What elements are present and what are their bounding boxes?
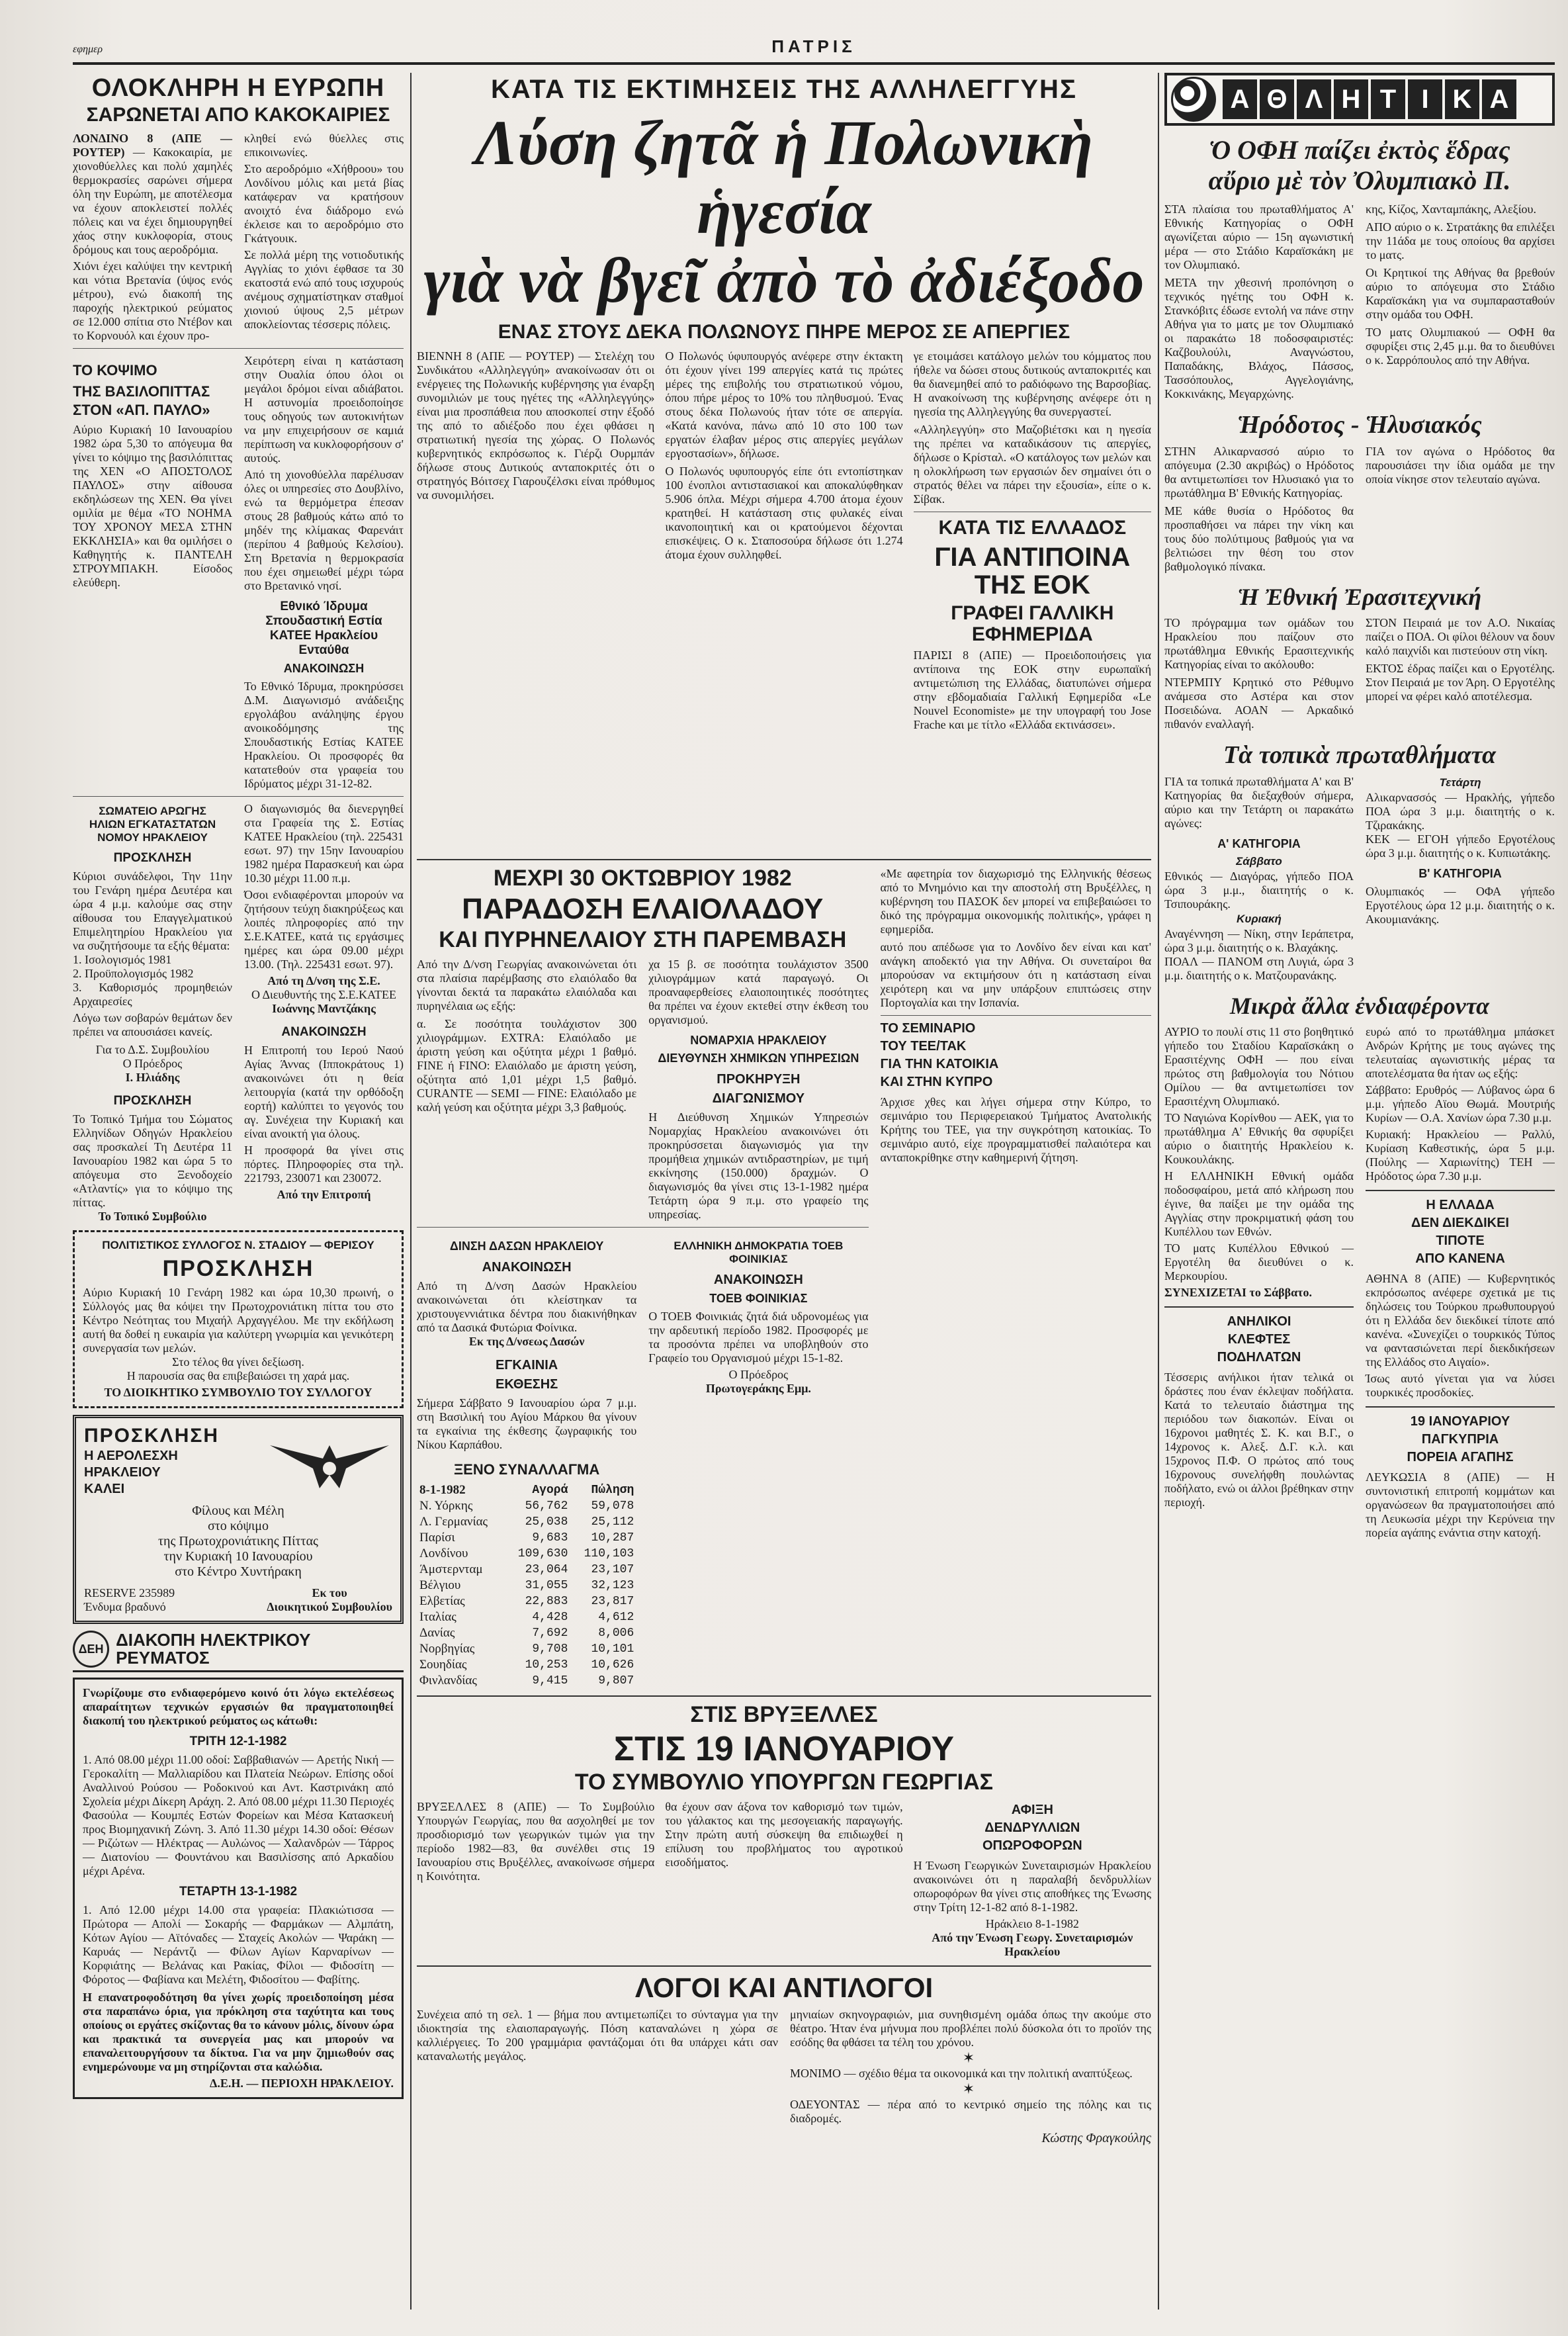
aero-line-3: της Πρωτοχρονιάτικης Πίττας xyxy=(158,1534,318,1549)
lkai-text-a: Συνέχεια από τη σελ. 1 — βήμα που αντιμετωπίζει το σύνταγμα για την ιδιοκτησία της ελαιοπαραγωγής. Πόση καταναλώνει η χώρα σε καλλιέργειες. Το 200 γραμμάρια φαντάζομαι ότι θα υπάρχει κάτι σαν καταναλωτής μεγάλος. xyxy=(417,2008,778,2063)
dendro-text: Η Ένωση Γεωργικών Συνεταιρισμών Ηρακλείου ανακοινώνει ότι η παραλαβή δενδρυλλίων οπωροφόρων θα γίνει στις αποθήκες της Ένωσης στην Τρίτη 12-1-82 από 8-1-1982. xyxy=(913,1859,1151,1914)
lkai-author: Κώστης Φραγκούλης xyxy=(1041,2131,1151,2146)
power-day2-text: 1. Από 12.00 μέχρι 14.00 στα γραφεία: Πλακιώτισσα — Πρώτορα — Απολί — Σοκαρής — Φαρμάκων — Αλμπάτη, Κότων Αγίου — Αϊτόναδες — Σταχείς Ακολών — Ψαράκη — Καρυάς — Νεράντζι — Φίλων Αγίων Καρναρίνων — Κορφιάτης — Βελάνας και Ρακίας, Φίλοι — Φιδοσίτη — Φόροτος — Φαβίανα και Μελέτη, Φιδοσίτου — Φαβίτης. xyxy=(83,1903,394,1987)
local-headline: Τὰ τοπικὰ πρωταθλήματα xyxy=(1223,741,1497,769)
proc-headline: ΠΡΟΚΗΡΥΞΗ xyxy=(717,1072,801,1087)
olive-text-b: α. Σε ποσότητα τουλάχιστον 300 χιλιογράμμων. EXTRA: Ελαιόλαδο με άριστη γεύση και οξύτητα μέχρι 1 βαθμό. FINE ή FINO: Ελαιόλαδο με άριστη γεύση, οξύτητα από 1,01 μέχρι 1,5 βαθμό. CURANTE — SEMI — FINE: Ελαιόλαδο με καλή γεύση και οξύτητα μέχρι 3,3 βαθμούς. xyxy=(417,1017,637,1114)
lower-center xyxy=(417,867,1151,1689)
fx-sell: 10,287 xyxy=(591,1531,634,1545)
fx-buy: 9,415 xyxy=(532,1674,568,1688)
power-day1: ΤΡΙΤΗ 12-1-1982 xyxy=(189,1734,287,1749)
ofi-text-a: ΣΤΑ πλαίσια του πρωταθλήματος Α' Εθνικής Κατηγορίας ο ΟΦΗ αγωνίζεται αύριο — 15η αγωνιστική μέρα — στο Στάδιο Καραϊσκάκη με τον Ολυμπιακό. xyxy=(1164,202,1354,271)
foinika-sign2: Πρωτογεράκης Εμμ. xyxy=(705,1382,811,1396)
claim-line-2: ΔΕΝ ΔΙΕΚΔΙΚΕΙ xyxy=(1411,1216,1509,1230)
sports-banner-letter: Η xyxy=(1334,79,1368,119)
aero-org2: ΗΡΑΚΛΕΙΟΥ xyxy=(84,1465,161,1480)
claim-line-1: Η ΕΛΛΑΔΑ xyxy=(1426,1198,1495,1212)
misc-right-3: Κυριακή: Ηρακλείου — Ραλλύ, Κυρίαση Καθεστικής, ώρα 5 μ.μ. (Πούλης — Χαριωνίτης) ΤΕΗ — Ηρόδοτος ώρα 7.30 μ.μ. xyxy=(1366,1128,1555,1183)
ofi-text-d: ΑΠΟ αύριο ο κ. Στρατάκης θα επιλέξει την 11άδα με τους οποίους θα αρχίσει το ματς. xyxy=(1366,220,1555,261)
dei-logo-icon: ΔΕΗ xyxy=(73,1631,109,1668)
olive-headline-1: ΜΕΧΡΙ 30 ΟΚΤΩΒΡΙΟΥ 1982 xyxy=(493,865,792,891)
union-invite: ΠΡΟΣΚΛΗΣΗ xyxy=(113,851,192,866)
poland-text-a: ΒΙΕΝΝΗ 8 (ΑΠΕ — ΡΟΥΤΕΡ) — Στελέχη του Συνδικάτου «Αλληλεγγύη» ανακοίνωσαν ότι οι ενέργειες της Πολωνικής κυβέρνησης για έναρξη συνομιλιών με τους ηγέτες της «Αλληλεγγύης» είναι μια προσπάθεια που αποσκοπεί στην έξοδό της από το αδιέξοδο που έχει φθάσει η στρατιωτική ηγεσία της χώρας. Ο Πολωνός κυβερνητικός εκπρόσωπος κ. Γιέρζι Ουρμπάν δήλωσε στους Δυτικούς ανταποκριτές ότι ο στρατηγός Βόιτσεχ Γιαρουζέλσκι είναι πρόθυμος να συνομιλήσει. xyxy=(417,349,655,502)
olive-headline-3: ΚΑΙ ΠΥΡΗΝΕΛΑΙΟΥ ΣΤΗ ΠΑΡΕΜΒΑΣΗ xyxy=(439,927,847,953)
fx-currency: Νορβηγίας xyxy=(419,1642,475,1656)
fx-buy: 25,038 xyxy=(525,1515,568,1529)
herodotos-headline: Ἡρόδοτος - Ἡλυσιακός xyxy=(1237,411,1482,439)
fx-buy: 9,683 xyxy=(532,1531,568,1545)
power-sign: Δ.Ε.Η. — ΠΕΡΙΟΧΗ ΗΡΑΚΛΕΙΟΥ. xyxy=(210,2077,394,2090)
lkai-article xyxy=(417,2008,1151,2146)
local-left-1: Εθνικός — Διαγόρας, γήπεδο ΠΟΑ ώρα 3 μ.μ., διαιτητής ο κ. Τσιπουράκης. xyxy=(1164,870,1354,911)
local-right-3: Ολυμπιακός — ΟΦΑ γήπεδο Εργοτέλους ώρα 12 μ.μ. διαιτητής ο κ. Ακουμιανάκης. xyxy=(1366,885,1555,926)
kofimo-headline: ΤΟ ΚΟΨΙΜΟ xyxy=(73,362,157,379)
local-article xyxy=(1164,775,1555,983)
union-sign3: Ι. Ηλιάδης xyxy=(125,1071,180,1085)
announce-text2: Η προσφορά θα γίνει στις πόρτες. Πληροφορίες στα τηλ. 221793, 230071 και 230072. xyxy=(244,1144,404,1185)
olive-sign2: ΔΙΕΥΘΥΝΣΗ ΧΗΜΙΚΩΝ ΥΠΗΡΕΣΙΩΝ xyxy=(658,1052,859,1065)
fx-row xyxy=(417,1673,636,1689)
fx-currency: Ν. Υόρκης xyxy=(419,1499,473,1513)
misc-item-3: Η ΕΛΛΗΝΙΚΗ Εθνική ομάδα ποδοσφαίρου, μετά από κλήρωση που έγινε, θα παίξει με την ομάδα της Αγγλίας στην προκριματική φάση του Κυπέλλου των Εθνών. xyxy=(1164,1169,1354,1238)
misc-item-5: ΣΥΝΕΧΙΖΕΤΑΙ το Σάββατο. xyxy=(1164,1286,1312,1299)
fx-sell: 23,107 xyxy=(591,1563,634,1577)
greece-kicker: ΚΑΤΑ ΤΙΣ ΕΛΛΑΔΟΣ xyxy=(938,516,1127,539)
anilikoi-line-3: ΠΟΔΗΛΑΤΩΝ xyxy=(1217,1350,1301,1365)
union-text2: Λόγω των σοβαρών θεμάτων δεν πρέπει να απουσιάσει κανείς. xyxy=(73,1011,232,1039)
gov-text-a: ΒΡΥΞΕΛΛΕΣ 8 (ΑΠΕ) — Το Συμβούλιο Υπουργών Γεωργίας, που θα ασχοληθεί με τον προσδιορισμό των γεωργικών τιμών για την περίοδο 1982—83, θα συνέλθει στις 19 Ιανουαρίου στις Βρυξέλλες, ανακοίνωσε σήμερα η Κοινότητα. xyxy=(417,1800,655,1883)
aero-sign2: Διοικητικού Συμβουλίου xyxy=(267,1600,392,1614)
europe-headline: ΟΛΟΚΛΗΡΗ Η ΕΥΡΩΠΗ xyxy=(91,74,385,102)
aero-sign1: Εκ του xyxy=(312,1586,347,1600)
cyprus-line-1: 19 ΙΑΝΟΥΑΡΙΟΥ xyxy=(1410,1414,1510,1429)
aero-line-1: Φίλους και Μέλη xyxy=(192,1504,284,1519)
fx-currency: Ελβετίας xyxy=(419,1594,465,1609)
dendro-sign2: Από την Ένωση Γεωργ. Συνεταιρισμών Ηρακλείου xyxy=(932,1931,1133,1959)
fx-row xyxy=(417,1578,636,1594)
fx-date: 8-1-1982 xyxy=(419,1483,466,1498)
claim-text: ΑΘΗΝΑ 8 (ΑΠΕ) — Κυβερνητικός εκπρόσωπος ανέφερε σχετικά με τις δηλώσεις του Τούρκου πρωθυπουργού ότι η Ελλάδα δεν διεκδικεί τίποτε από κανένα. «Συνεχίζει ο τουρκικός Τύπος να φαντασιώνεται περί διεκδικήσεων της Ελλάδος στο Αιγαίο». xyxy=(1366,1272,1555,1369)
fx-row xyxy=(417,1530,636,1546)
sports-banner xyxy=(1164,73,1555,126)
sports-banner-letter: Κ xyxy=(1445,79,1479,119)
power-outro: Η επανατροφοδότηση θα γίνει χωρίς προειδοποίηση μέσα στα παραπάνω όρια, για πρόκληση στα ταχύτητα και τους οποίους οι εργάτες σκίζοντας θα το κάνουν μόλις, δίνουν ώρα και πρακτικά τα συνεργεία μας και μπορούν να επαναλειτουργήσουν τα δίκτυα. Για να μην ζημιωθούν σας ενημερώνουμε να μη στηρίζονται στα καλώδια. xyxy=(83,1991,394,2074)
foundation-sign1: Από τη Δ/νση της Σ.Ε. xyxy=(267,974,380,988)
lkai-separator2-icon: ✶ xyxy=(962,2081,979,2098)
poland-article xyxy=(417,349,1151,852)
erasi-text-b: ΝΤΕΡΜΠΥ Κρητικό στο Ρέθυμνο ανάμεσα στο Αστέρα και στον Ποσειδώνα. ΑΟΑΝ — Αρκαδικό πιθανόν εναλλαγή. xyxy=(1164,676,1354,731)
local-cat-a: Α' ΚΑΤΗΓΟΡΙΑ xyxy=(1217,837,1301,850)
masthead-col-tag: εφημερ xyxy=(73,44,103,55)
fx-row xyxy=(417,1657,636,1673)
foundation-sub: ΑΝΑΚΟΙΝΩΣΗ xyxy=(283,662,365,676)
olive-text-d: Η Διεύθυνση Χημικών Υπηρεσιών Νομαρχίας Ηρακλείου ανακοινώνει ότι προκηρύσσεται διαγωνισμός για την προμήθεια χημικών αντιδραστηρίων, με τιμή εκκίνησης (150.000) δραχμών. Ο διαγωνισμός θα γίνει στις 13-1-1982 ημέρα Τετάρτη ώρα 9 π.μ. στο γραφείο της υπηρεσίας. xyxy=(648,1110,869,1222)
fx-sell: 4,612 xyxy=(598,1611,634,1625)
lkai-separator-icon: ✶ xyxy=(962,2049,979,2067)
foinika-sign1: Ο Πρόεδρος xyxy=(728,1368,789,1382)
folk-title: ΠΡΟΣΚΛΗΣΗ xyxy=(162,1256,314,1282)
ofi-headline-1: Ὁ ΟΦΗ παίζει ἐκτὸς ἕδρας xyxy=(1209,135,1510,165)
europe-subheadline: ΣΑΡΩΝΕΤΑΙ ΑΠΟ ΚΑΚΟΚΑΙΡΙΕΣ xyxy=(86,103,390,126)
erasi-headline: Ἡ Ἐθνική Ἐρασιτεχνική xyxy=(1237,584,1482,610)
kofimo-and-weather xyxy=(73,354,404,791)
seminar-line-2: ΤΟΥ ΤΕΕ/ΤΑΚ xyxy=(880,1038,967,1054)
fx-buy: 4,428 xyxy=(532,1611,568,1625)
folk-text3: Η παρουσία σας θα επιβεβαιώσει τη χαρά μας. xyxy=(126,1369,350,1383)
foinika-headline2: ΤΟΕΒ ΦΟΙΝΙΚΙΑΣ xyxy=(709,1292,808,1306)
fx-row xyxy=(417,1609,636,1625)
union-text: Κύριοι συνάδελφοι, Την 11ην του Γενάρη ημέρα Δευτέρα και ώρα 4 μ.μ. καλούμε σας στην αίθουσα του Επαγγελματικού Επιμελητηρίου Ηρακλείου για να συζητήσουμε τα εξής θέματα: xyxy=(73,870,232,953)
expo-head2: ΕΚΘΕΣΗΣ xyxy=(496,1377,558,1392)
fx-currency: Παρίσι xyxy=(419,1531,455,1545)
fx-row xyxy=(417,1625,636,1641)
olive-text-a: Από την Δ/νση Γεωργίας ανακοινώνεται ότι στα πλαίσια παρέμβασης στο ελαιόλαδο θα γίνονται δεκτά τα παρακάτω ελαιόλαδα και πυρηνέλαια ως εξής: xyxy=(417,958,637,1013)
olive-text-c: χα 15 β. σε ποσότητα τουλάχιστον 3500 χιλιογράμμων κατά παραγωγό. Οι προαναφερθείσες ελαιοποιητικές ποσότητες θα πρέπει να έχουν εκτεθεί στην έκθεση του οργανισμού. xyxy=(648,958,869,1027)
poland-text-c: Ο Πολωνός υφυπουργός είπε ότι εντοπίστηκαν 100 ένοπλοι αντιστασιακοί και αποκαλύφθηκαν 5.906 όπλα. Μέχρι σήμερα 4.700 άτομα έχουν κρατηθεί. Η κατάσταση στις φυλακές είναι ικανοποιητική και οι κρατούμενοι δέχονται επισκέψεις. Ο κ. Σταποσούρα δήλωσε ότι 1.274 άτομα έχουν συλληφθεί. xyxy=(665,464,903,561)
fx-row xyxy=(417,1498,636,1514)
anilikoi-line-1: ΑΝΗΛΙΚΟΙ xyxy=(1227,1314,1291,1329)
seminar-line-3: ΓΙΑ ΤΗΝ ΚΑΤΟΙΚΙΑ xyxy=(880,1056,999,1071)
power-day1-text: 1. Από 08.00 μέχρι 11.00 οδοί: Σαββαθιανών — Αρετής Νική — Γεροκαλίτη — Μαλλιαρίδου και Πλατεία Νεώρων. Επίσης οδοί Αναλλινού Ρούσου — Ροδοκινού και Αντ. Καστρινάκη από Σχολεία μέχρι Δίκερη Αράχη. 2. Από 08.00 μέχρι 11.30 Περιοχές Φασούλα — Κουμπές Εστών Φορείων και Μέσα Κατασκευή προς Βιομηχανική Ζώνη. 3. Από 11.30 μέχρι 14.30 οδοί: Θέσων — Ριζώτων — Ηλέκτρας — Αυλώνος — Χαλανδρών — Τάρρος — Διατονίου — Φουντάνου και Βασιλίσσης από Αρκαδίου μέχρι Αρένα. xyxy=(83,1753,394,1878)
expo-text: Σήμερα Σάββατο 9 Ιανουαρίου ώρα 7 μ.μ. στη Βασιλική του Αγίου Μάρκου θα γίνουν τα εγκαίνια της έκθεσης ζωγραφικής του Νίκου Καρπάθου. xyxy=(417,1396,637,1452)
europe-text-f: Χειρότερη είναι η κατάσταση στην Ουαλία όπου όλοι οι μεγάλοι δρόμοι είναι αδιάβατοι. Η αστυνομία προειδοποίησε τους οδηγούς των αυτοκινήτων να μην επιχειρήσουν σε καμιά περίπτωση να κυκλοφορήσουν σ' αυτούς. xyxy=(244,354,404,465)
union-item-2: 2. Προϋπολογισμός 1982 xyxy=(73,967,194,981)
column-right xyxy=(1164,73,1555,2310)
lkai-headline: ΛΟΓΟΙ ΚΑΙ ΑΝΤΙΛΟΓΟΙ xyxy=(634,1972,934,2004)
cyprus-line-2: ΠΑΓΚΥΠΡΙΑ xyxy=(1421,1432,1499,1447)
misc-headline: Μικρὰ ἄλλα ἐνδιαφέροντα xyxy=(1229,993,1490,1019)
erasi-text-c: ΣΤΟΝ Πειραιά με τον Α.Ο. Νικαίας παίζει ο ΠΟΑ. Οι φίλοι θέλουν να δουν καλό παιχνίδι και πιστεύουν στη νίκη. xyxy=(1366,616,1555,657)
fx-row xyxy=(417,1562,636,1578)
sports-banner-letters xyxy=(1223,79,1516,119)
folk-text2: Στο τέλος θα γίνει δεξίωση. xyxy=(172,1355,304,1369)
power-intro: Γνωρίζουμε στο ενδιαφερόμενο κοινό ότι λόγω εκτελέσεως απαραίτητων τεχνικών εργασιών θα πραγματοποιηθεί διακοπή του ηλεκτρικού ρεύματος ως κάτωθι: xyxy=(83,1686,394,1728)
fx-col-sell: Πώληση xyxy=(591,1484,634,1498)
greece-headline-2: ΓΡΑΦΕΙ ΓΑΛΛΙΚΗ ΕΦΗΜΕΡΙΔΑ xyxy=(951,602,1114,645)
herodotos-article xyxy=(1164,445,1555,574)
seminar-line-1: ΤΟ ΣΕΜΙΝΑΡΙΟ xyxy=(880,1020,976,1036)
lkai-odeu: ΟΔΕΥΟΝΤΑΣ — πέρα από το κεντρικό σημείο της πόλης και τις διαδρομές. xyxy=(790,2098,1151,2126)
ofi-text-c: κης, Κίζος, Χανταμπάκης, Αλεξίου. xyxy=(1366,202,1536,216)
foundation-sign3: Ιωάννης Μαντζάκης xyxy=(272,1002,376,1016)
fx-sell: 23,817 xyxy=(591,1595,634,1609)
erasi-text-a: ΤΟ πρόγραμμα των ομάδων του Ηρακλείου που παίζουν στο πρωτάθλημα Εθνικής Ερασιτεχνικής Κατηγορίας είναι το ακόλουθο: xyxy=(1164,616,1354,671)
greece-headline-1: ΓΙΑ ΑΝΤΙΠΟΙΝΑ ΤΗΣ ΕΟΚ xyxy=(934,543,1131,600)
poland-text-b: Ο Πολωνός ύφυπουργός ανέφερε στην έκτακτη ότι έχουν γίνει 199 απεργίες κατά τις πρώτες μέρες της επιβολής του στρατιωτικού νόμου, όπου πήρε μέρος το 10% του πληθυσμού. Ένας στους δέκα Πολωνούς ήταν τότε σε απεργία. «Κατά κανόνα, πάνω από 10 στο 100 των εργατών έλαβαν μέρος στις απεργίες μεγάλων εργοστασίων», δήλωσε. xyxy=(665,349,903,460)
foundation-text2: Ο διαγωνισμός θα διενεργηθεί στα Γραφεία της Σ. Εστίας ΚΑΤΕΕ Ηρακλείου (τηλ. 225431 εσωτ. 97) την 15ην Ιανουαρίου 1982 ημέρα Παρασκευή και ώρα 10.30 μέχρι 11.00 π.μ. xyxy=(244,802,404,885)
announce-text: Η Επιτροπή του Ιερού Ναού Αγίας Άννας (Ιπποκράτους 1) ανακοινώνει ότι η θεία λειτουργία (κατά την ορθόδοξη εορτή) καλύπτει το γεγονός του αγ. Συνέχεια την Κυριακή και είναι ανοικτή για όλους. xyxy=(244,1044,404,1141)
aero-org3: ΚΑΛΕΙ xyxy=(84,1482,125,1497)
expo-head1: ΕΓΚΑΙΝΙΑ xyxy=(496,1358,558,1373)
olive-headline-2: ΠΑΡΑΔΟΣΗ ΕΛΑΙΟΛΑΔΟΥ xyxy=(462,893,824,926)
local-right-2: ΚΕΚ — ΕΓΟΗ γήπεδο Εργοτέλους ώρα 3 μ.μ. διαιτητής ο κ. Κυπιωτάκης. xyxy=(1366,832,1555,860)
gov-headline-1: ΣΤΙΣ 19 ΙΑΝΟΥΑΡΙΟΥ xyxy=(613,1729,955,1768)
ofi-text-f: ΤΟ ματς Ολυμπιακού — ΟΦΗ θα σφυρίξει στις 2,45 μ.μ. θα το διευθύνει ο κ. Σαρρόπουλος από την Αθήνα. xyxy=(1366,326,1555,367)
poland-kicker: ΚΑΤΑ ΤΙΣ ΕΚΤΙΜΗΣΕΙΣ ΤΗΣ ΑΛΛΗΛΕΓΓΥΗΣ xyxy=(491,75,1077,104)
fx-sell: 25,112 xyxy=(591,1515,634,1529)
misc-article xyxy=(1164,1025,1555,1540)
foundation-headline: Εθνικό Ίδρυμα Σπουδαστική Εστία ΚΑΤΕΕ Ηρακλείου Ενταύθα xyxy=(265,600,382,658)
aero-line-4: την Κυριακή 10 Ιανουαρίου xyxy=(163,1549,313,1564)
ofi-article xyxy=(1164,202,1555,401)
kofimo-sub2: ΣΤΟΝ «ΑΠ. ΠΑΥΛΟ» xyxy=(73,402,210,419)
gov-article xyxy=(417,1800,1151,1959)
fx-title: ΞΕΝΟ ΣΥΝΑΛΛΑΓΜΑ xyxy=(453,1461,600,1478)
poland-headline-1: Λύση ζητᾶ ἡ Πολωνικὴ ἡγεσία xyxy=(474,107,1094,247)
europe-text-b: Χιόνι έχει καλύψει την κεντρική και νότια Βρετανία (ύψος ενός μέτρου), ενώ διακοπή της παροχής ηλεκτρικού ρεύματος σε 12.000 σπίτια στο Ντέβον και το Κορνουόλ και έχουν προ- xyxy=(73,259,232,343)
sports-banner-letter: Λ xyxy=(1297,79,1331,119)
masthead-name: ΠΑΤΡΙΣ xyxy=(771,36,856,56)
europe-text-d: Στο αεροδρόμιο «Χήθροου» του Λονδίνου μόλις και μετά βίας κατάφεραν να κρατήσουν ανοιχτό ένα διάδρομο ενώ έκλεισε και το αεροδρόμιο στο Γκάτγουικ. xyxy=(244,162,404,246)
dendro-line-1: ΑΦΙΞΗ xyxy=(1011,1803,1053,1818)
erasi-text-d: ΕΚΤΟΣ έδρας παίζει και ο Εργοτέλης. Στον Πειραιά με τον Άρη. Ο Εργοτέλης μπορεί να φέρει καλό αποτέλεσμα. xyxy=(1366,662,1555,703)
olive-sign1: ΝΟΜΑΡΧΙΑ ΗΡΑΚΛΕΙΟΥ xyxy=(690,1034,827,1048)
aeroclub-ad xyxy=(73,1415,404,1624)
football-icon xyxy=(1171,77,1216,122)
local-left-3: ΠΟΑΛ — ΠΑΝΟΜ στη Λυγιά, ώρα 3 μ.μ. διαιτητής ο κ. Ματζουρανάκης. xyxy=(1164,955,1354,982)
europe-text-g: Από τη χιονοθύελλα παρέλυσαν όλες οι υπηρεσίες στο Δουβλίνο, ενώ τα θερμόμετρα έπεσαν στους 28 βαθμούς κάτω από το μηδέν της κλίμακας Φαρενάιτ (περίπου 4 βαθμούς Κελσίου). Στη Βρετανία η θερμοκρασία που έχει σημειωθεί μέχρι τώρα στο Βρετανικό νησί. xyxy=(244,468,404,593)
local-day-sun: Κυριακή xyxy=(1237,913,1282,925)
her-text-b: ΜΕ κάθε θυσία ο Ηρόδοτος θα προσπαθήσει να πάρει την νίκη και τους δύο πολύτιμους βαθμούς για να βελτιώσει την θέση του στον βαθμολογικό πίνακα. xyxy=(1164,504,1354,573)
fx-sell: 10,101 xyxy=(591,1642,634,1656)
seminar-text: Άρχισε χθες και λήγει σήμερα στην Κύπρο, το σεμινάριο του Περιφερειακού Τμήματος Ανατολικής Κρήτης του ΤΕΕ, για την συγκρότηση κατοικίας. Το σεμινάριο αυτό, είχε προγραμματισθεί παλαιότερα και ανταποκρίθηκε στην καθημερινή ζήτηση. xyxy=(880,1095,1151,1164)
fx-row xyxy=(417,1546,636,1562)
lkai-text-b: μηνιαίων σκηνογραφιών, μια συνηθισμένη ομάδα όπως την ακούμε στο θέατρο. Ήταν ένα μήνυμα που προβλέπει πολύ δύσκολα ότι το προϊόν της εσόδης θα φθάσει τα τέλη του χρόνου. xyxy=(790,2008,1151,2049)
fx-row xyxy=(417,1514,636,1530)
fx-currency: Λ. Γερμανίας xyxy=(419,1515,488,1529)
fx-currency: Σουηδίας xyxy=(419,1658,467,1672)
column-left xyxy=(73,73,404,2310)
fx-col-buy: Αγορά xyxy=(532,1484,568,1498)
fx-buy: 10,253 xyxy=(525,1658,568,1672)
poland-text-e: «Αλληλεγγύη» στο Μαζοβιέτσκι και η ηγεσία της πρέπει να καταδικάσουν τις απεργίες, δήλωσε ο Κρίσταλ. «Ο κατάλογος των μελών και η ολοκλήρωση των εργασιών δεν σημαίνει ότι ο στρατός θέλει να πάρει την εξουσία», είπε ο κ. Σίβακ. xyxy=(913,422,1151,506)
cyprus-line-3: ΠΟΡΕΙΑ ΑΓΑΠΗΣ xyxy=(1407,1450,1514,1464)
fx-currency: Φινλανδίας xyxy=(419,1674,477,1688)
fx-currency: Δανίας xyxy=(419,1626,455,1640)
ofi-text-e: Οι Κρητικοί της Αθήνας θα βρεθούν αύριο το απόγευμα στο Στάδιο Καραϊσκάκη για να συμπαρασταθούν στην ομάδα του ΟΦΗ. xyxy=(1366,266,1555,321)
foinika-org: ΕΛΛΗΝΙΚΗ ΔΗΜΟΚΡΑΤΙΑ ΤΟΕΒ ΦΟΙΝΙΚΙΑΣ xyxy=(674,1239,844,1266)
poland-subhead: ΕΝΑΣ ΣΤΟΥΣ ΔΕΚΑ ΠΟΛΩΝΟΥΣ ΠΗΡΕ ΜΕΡΟΣ ΣΕ ΑΠΕΡΓΙΕΣ xyxy=(498,321,1070,343)
fx-sell: 10,626 xyxy=(591,1658,634,1672)
tennis-text: Το Τοπικό Τμήμα του Σώματος Ελληνίδων Οδηγών Ηρακλείου σας προσκαλεί Τη Δευτέρα 11 Ιανουαρίου 1982 και ώρα 5 το απόγευμα στο Ξενοδοχείο «Ατλαντίς» για το κόψιμο της πίττας. xyxy=(73,1112,232,1210)
folk-society-ad xyxy=(73,1230,404,1408)
claim-line-4: ΑΠΟ ΚΑΝΕΝΑ xyxy=(1415,1251,1505,1266)
folk-sign: ΤΟ ΔΙΟΙΚΗΤΙΚΟ ΣΥΜΒΟΥΛΙΟ ΤΟΥ ΣΥΛΛΟΓΟΥ xyxy=(104,1386,372,1400)
sports-banner-letter: Ι xyxy=(1408,79,1442,119)
gov-text-b: θα έχουν σαν άξονα τον καθορισμό των τιμών, του γάλακτος και της μεσογειακής παραγωγής. Στην πρώτη αυτή σύσκεψη θα επιδιωχθεί η επίλυση του προβλήματος του αγροτικού εισοδήματος. xyxy=(665,1800,903,1869)
foundation-sign2: Ο Διευθυντής της Σ.Ε.ΚΑΤΕΕ xyxy=(251,988,397,1002)
sports-banner-letter: Α xyxy=(1482,79,1516,119)
greece-text-a: ΠΑΡΙΣΙ 8 (ΑΠΕ) — Προειδοποιήσεις για αντίποινα της ΕΟΚ στην ευρωπαϊκή αντιμετώπιση της Ελλάδας, διατυπώνει σήμερα στην εβδομαδιαία Γαλλική Εφημερίδα «Le Nouvel Economiste» με την υπογραφή του Jose Frache και με τίτλο «Ελλάδα εκτινάσσει». xyxy=(913,649,1151,731)
pref-sign: Εκ της Δ/νσεως Δασών xyxy=(468,1335,585,1349)
sports-banner-letter: Θ xyxy=(1260,79,1294,119)
union-head1: ΣΩΜΑΤΕΙΟ ΑΡΩΓΗΣ xyxy=(99,805,206,818)
anilikoi-text: Τέσσερις ανήλικοι ήταν τελικά οι δράστες που έναν έκλεψαν ποδήλατα. Κατά το τελευταίο διάστημα της περιόδου των διακοπών. Είναι οι 16χρονοι μαθητές Σ. Κ. και Β.Γ., ο 14χρονος κ. Αλεξ. Δ.Γ. κ.λ. και 15χρονος Π.Φ. Ο πρώτος από τους 16χρονους συνελήφθη πουλώντας ποδήλατο, ενώ οι άλλοι βρέθηκαν στην περιοχή. xyxy=(1164,1370,1354,1509)
tennis-headline: ΠΡΟΣΚΛΗΣΗ xyxy=(113,1094,192,1108)
misc-item-1: ΑΥΡΙΟ το πουλί στις 11 στο βοηθητικό γήπεδο του Σταδίου Καραϊσκάκη ο Ερασιτέχνης ΟΦΗ — που είναι πρώτος στη βαθμολογία του Νότιου Ομίλου — θα αντιμετωπίσει τον Ερασιτέχνη Ολυμπιακό. xyxy=(1164,1025,1354,1108)
power-headline: ΔΙΑΚΟΠΗ ΗΛΕΚΤΡΙΚΟΥ ΡΕΥΜΑΤΟΣ xyxy=(116,1630,311,1668)
union-head2: ΗΛΙΩΝ ΕΓΚΑΤΑΣΤΑΤΩΝ xyxy=(89,818,216,831)
fx-row xyxy=(417,1641,636,1657)
union-sign2: Ο Πρόεδρος xyxy=(122,1057,183,1071)
fx-buy: 7,692 xyxy=(532,1627,568,1640)
dendro-line-3: ΟΠΩΡΟΦΟΡΩΝ xyxy=(982,1838,1082,1854)
greece-text-b: «Με αφετηρία τον διαχωρισμό της Ελληνικής θέσεως από το Μνημόνιο και την αποστολή στη Βρυξέλλες, η κυβέρνηση του ΠΑΣΟΚ δεν μπορεί να επιβεβαιώσει το δικό της πρόγραμμα οικονομικής πολιτικής», γράφει η εφημερίδα. xyxy=(880,866,1151,936)
fx-buy: 23,064 xyxy=(525,1563,568,1577)
anilikoi-line-2: ΚΛΕΦΤΕΣ xyxy=(1227,1332,1291,1347)
folk-org: ΠΟΛΙΤΙΣΤΙΚΟΣ ΣΥΛΛΟΓΟΣ Ν. ΣΤΑΔΙΟΥ — ΦΕΡΙΣΟΥ xyxy=(102,1239,374,1252)
fx-buy: 31,055 xyxy=(525,1579,568,1593)
fx-sell: 110,103 xyxy=(584,1547,634,1561)
pref-text: Από τη Δ/νση Δασών Ηρακλείου ανακοινώνεται ότι κλείστηκαν τα χριστουγεννιάτικα δέντρα που διακινήθηκαν από τα Δασικά Φυτώρια Φοίνικα. xyxy=(417,1279,637,1335)
kofimo-sub1: ΤΗΣ ΒΑΣΙΛΟΠΙΤΤΑΣ xyxy=(73,383,210,400)
masthead xyxy=(73,32,1555,65)
poland-headline-2: γιὰ νὰ βγεῖ ἀπὸ τὸ ἀδιέξοδο xyxy=(423,245,1145,316)
cyprus-text: ΛΕΥΚΩΣΙΑ 8 (ΑΠΕ) — Η συντονιστική επιτροπή κομμάτων και οργανώσεων θα πραγματοποιήσει από τη Λευκωσία μέχρι την Κερύνεια την πορεία αγάπης ενάντια στην κατοχή. xyxy=(1366,1470,1555,1539)
sports-banner-letter: Τ xyxy=(1371,79,1405,119)
union-sign1: Για το Δ.Σ. Συμβουλίου xyxy=(95,1043,210,1057)
sports-banner-letter: Α xyxy=(1223,79,1257,119)
gov-headline-2: ΤΟ ΣΥΜΒΟΥΛΙΟ ΥΠΟΥΡΓΩΝ ΓΕΩΡΓΙΑΣ xyxy=(574,1770,994,1795)
tennis-sign: Το Τοπικό Συμβούλιο xyxy=(98,1210,207,1224)
fx-sell: 8,006 xyxy=(598,1627,634,1640)
misc-item-4: ΤΟ ματς Κυπέλλου Εθνικού — Εργοτέλη θα διευθύνει ο κ. Μερκουρίου. xyxy=(1164,1241,1354,1282)
foundation-text: Το Εθνικό Ίδρυμα, προκηρύσσει Δ.Μ. Διαγωνισμό ανάδειξης εργολάβου ανάληψης έργου ανοικοδόμησης της Σπουδαστικής Εστίας ΚΑΤΕΕ Ηρακλείου. Οι προσφορές θα κατατεθούν στα γραφεία του Ιδρύματος μέχρι 31-12-82. xyxy=(244,680,404,791)
union-item-1: 1. Ισολογισμός 1981 xyxy=(73,953,172,967)
europe-text-a: — Κακοκαιρία, με χιονοθύελλες και πολύ χαμηλές θερμοκρασίες σαρώνει σήμερα όλη την Ευρώπη, με αποτέλεσμα να έχουν αποκλειστεί πολλές πόλεις και να έχει δημιουργηθεί χάος στην κυκλοφορία, στους δρόμους και τους αεροδρόμια. xyxy=(73,146,232,257)
column-center xyxy=(417,73,1151,2310)
union-item-3: 3. Καθορισμός προμηθειών Αρχαιρεσίες xyxy=(73,981,232,1009)
union-and-foundation xyxy=(73,802,404,1224)
local-left-2: Αναγέννηση — Νίκη, στην Ιεράπετρα, ώρα 3 μ.μ. διαιτητής ο κ. Βλαχάκης. xyxy=(1164,927,1354,954)
greece-text-c: αυτό που απέδωσε για το Λονδίνο δεν είναι και κατ' ανάγκη αποδεκτό για την Αθήνα. Οι συνεταίροι θα μπορούσαν να εκτιμήσουν ότι η κατάσταση είναι χειρότερη και να μην υπάρξουν επιπτώσεις στην Πορτογαλία και την Ισπανία. xyxy=(880,940,1151,1009)
her-text-a: ΣΤΗΝ Αλικαρνασσό αύριο το απόγευμα (2.30 ακριβώς) ο Ηρόδοτος θα αντιμετωπίσει τον Ηλυσιακό για το πρωτάθλημα Β' Εθνικής Κατηγορίας. xyxy=(1164,445,1354,500)
aero-line-2: στο κόψιμο xyxy=(207,1519,269,1534)
local-right-1: Αλικαρνασσός — Ηρακλής, γήπεδο ΠΟΑ ώρα 3 μ.μ. διαιτητής ο κ. Τζιρακάκης. xyxy=(1366,791,1555,832)
ofi-headline-2: αὔριο μὲ τὸν Ὀλυμπιακὸ Π. xyxy=(1208,165,1511,195)
misc-right-1: ευρώ από το πρωτάθλημα μπάσκετ Ανδρών Κρήτης με τους αγώνες της τελευταίας αγωνιστικής μέρας τα αποτελέσματα θα ήταν ως εξής: xyxy=(1366,1025,1555,1080)
claim-line-3: ΤΙΠΟΤΕ xyxy=(1436,1234,1485,1248)
europe-text-e: Σε πολλά μέρη της νοτιοδυτικής Αγγλίας το χιόνι έφθασε τα 30 εκατοστά ενώ από τους ισχυρούς ανέμους σχηματίστηκαν σταθμοί χιονιού ύψους 2,5 μέτρων αποκλείοντας τέσσερις πόλεις. xyxy=(244,248,404,332)
announce-sign: Από την Επιτροπή xyxy=(277,1188,371,1202)
lkai-mon: ΜΟΝΙΜΟ — σχέδιο θέμα τα οικονομικά και την πολιτική αναπτύξεως. xyxy=(790,2067,1133,2081)
pref-headline: ΑΝΑΚΟΙΝΩΣΗ xyxy=(482,1260,572,1275)
dendro-sign1: Ηράκλειο 8-1-1982 xyxy=(985,1917,1079,1931)
misc-item-2: ΤΟ Ναγιώνα Κορίνθου — ΑΕΚ, για το πρωτάθλημα Α' Εθνικής θα σφυρίξει αύριο ο διαιτητής Ηρακλείου κ. Κουκουλάκης. xyxy=(1164,1111,1354,1166)
foinika-headline: ΑΝΑΚΟΙΝΩΣΗ xyxy=(713,1273,803,1288)
fx-currency: Βέλγιου xyxy=(419,1578,461,1593)
aero-org1: Η ΑΕΡΟΛΕΣΧΗ xyxy=(84,1449,178,1464)
fx-buy: 9,708 xyxy=(532,1642,568,1656)
fx-sell: 59,078 xyxy=(591,1500,634,1513)
column-rule-1 xyxy=(410,73,412,2310)
fx-currency: Άμστερνταμ xyxy=(419,1562,483,1577)
her-text-c: ΓΙΑ τον αγώνα ο Ηρόδοτος θα παρουσιάσει την ίδια ομάδα με την οποία νίκησε στον τελευταίο αγώνα. xyxy=(1366,445,1555,486)
fx-row xyxy=(417,1594,636,1609)
dendro-line-2: ΔΕΝΔΡΥΛΛΙΩΝ xyxy=(984,1820,1080,1836)
union-head3: ΝΟΜΟΥ ΗΡΑΚΛΕΙΟΥ xyxy=(97,831,208,844)
fx-buy: 109,630 xyxy=(517,1547,568,1561)
column-rule-2 xyxy=(1158,73,1159,2310)
fx-sell: 32,123 xyxy=(591,1579,634,1593)
fx-currency: Λονδίνου xyxy=(419,1547,468,1561)
claim-text2: Ίσως αυτό γίνεται για να λύσει τουρκικές προσδοκίες. xyxy=(1366,1372,1555,1399)
folk-text: Αύριο Κυριακή 10 Γενάρη 1982 και ώρα 10,30 πρωινή, ο Σύλλογός μας θα κόψει την Πρωτοχρονιάτικη πίττα του στο Κέντρο Νεότητας του Μιχαήλ Αρχαγγέλου. Με την εκδήλωση αυτή θα δοθεί η ευκαιρία για καλύτερη γνωριμία και γενικότερη συνεργασία των μελών. xyxy=(83,1286,394,1355)
fx-buy: 56,762 xyxy=(525,1500,568,1513)
aero-title: ΠΡΟΣΚΛΗΣΗ xyxy=(84,1425,220,1447)
europe-article xyxy=(73,132,404,343)
power-outage-notice xyxy=(73,1631,404,2099)
gov-kicker: ΣΤΙΣ ΒΡΥΞΕΛΛΕΣ xyxy=(690,1702,878,1728)
local-day-wed: Τετάρτη xyxy=(1439,776,1481,789)
seminar-line-4: ΚΑΙ ΣΤΗΝ ΚΥΠΡΟ xyxy=(880,1074,993,1089)
fx-sell: 9,807 xyxy=(598,1674,634,1688)
fx-table xyxy=(417,1482,636,1689)
europe-text-c: κληθεί ενώ θύελλες στις επικοινωνίες. xyxy=(244,132,404,159)
poland-text-d: γε ετοιμάσει κατάλογο μελών του κόμματος που ήθελε να δώσει στους δυτικούς ανταποκριτές και θα διανεμηθεί από το ραδιόφωνο της Βαρσοβίας. Η ανακοίνωση της κυβέρνησης ανέφερε ότι η ηγεσία της Αλληλεγγύης θα συνεργαστεί. xyxy=(913,349,1151,418)
local-cat-b: Β' ΚΑΤΗΓΟΡΙΑ xyxy=(1418,867,1502,880)
fx-buy: 22,883 xyxy=(525,1595,568,1609)
foinika-text: Ο ΤΟΕΒ Φοινικιάς ζητά διά υδρονομέως για την αρδευτική περίοδο 1982. Προσφορές με τα προσόντα πρέπει να υποβληθούν στο Γραφείο του Οργανισμού μέχρι 15-1-82. xyxy=(648,1310,869,1365)
local-day-sat: Σάββατο xyxy=(1236,855,1282,868)
eagle-logo-icon xyxy=(267,1432,392,1492)
pref-org: ΔΙΝΣΗ ΔΑΣΩΝ ΗΡΑΚΛΕΙΟΥ xyxy=(449,1239,604,1253)
misc-right-2: Σάββατο: Ερυθρός — Λύβανος ώρα 6 μ.μ. γήπεδο Αϊου Θωμά. Μουτριής Κυρίων — Ο.Α. Χανίων ώρα 7.30 μ.μ. xyxy=(1366,1083,1555,1124)
proc-sub: ΔΙΑΓΩΝΙΣΜΟΥ xyxy=(712,1091,805,1106)
europe-dateline: ΛΟΝΔΙΝΟ 8 (ΑΠΕ — ΡΟΥΤΕΡ) xyxy=(73,132,232,159)
ofi-text-b: ΜΕΤΑ την χθεσινή προπόνηση ο τεχνικός ηγέτης του ΟΦΗ κ. Στανκόβιτς έδωσε εντολή να πάνε στην Αθήνα για το ματς με τον Ολυμπιακό οι παρακάτω 18 ποδοσφαιριστές: Καζβουλούλι, Αναγνώστου, Παπαδάκης, Βλάχος, Πάσσος, Τασσόπουλος, Αγγελογιάνης, Κοκκινάκης, Μεγαρχώνης. xyxy=(1164,276,1354,400)
foundation-text3: Όσοι ενδιαφέρονται μπορούν να ζητήσουν τεύχη διακηρύξεως και λοιπές πληροφορίες από την Σ.Ε.ΚΑΤΕΕ, κατά τις εργάσιμες ημέρες και ώρα 09.00 μέχρι 13.00. (Τηλ. 225431 εσωτ. 97). xyxy=(244,888,404,971)
kofimo-text: Αύριο Κυριακή 10 Ιανουαρίου 1982 ώρα 5,30 το απόγευμα θα γίνει το κόψιμο της βασιλόπιττας της ΧΕΝ «Ο ΑΠΟΣΤΟΛΟΣ ΠΑΥΛΟΣ» στην αίθουσα εκδηλώσεων της ΧΕΝ. Θα γίνει ομιλία με θέμα «ΤΟ ΝΟΗΜΑ ΤΟΥ ΧΡΟΝΟΥ ΜΕΣΑ ΣΤΗΝ ΕΚΚΛΗΣΙΑ» και θα ομιλήσει ο Καθηγητής κ. ΠΑΝΤΕΛΗ ΣΤΡΟΥΜΠΑΚΗ. Είσοδος ελεύθερη. xyxy=(73,423,232,590)
aero-line-5: στο Κέντρο Χυντήρακη xyxy=(175,1564,302,1580)
power-day2: ΤΕΤΑΡΤΗ 13-1-1982 xyxy=(179,1885,298,1899)
fx-currency: Ιταλίας xyxy=(419,1610,457,1625)
announce-headline: ΑΝΑΚΟΙΝΩΣΗ xyxy=(281,1025,367,1040)
aero-reserve: RESERVE 235989 xyxy=(84,1586,175,1600)
aero-dress: Ένδυμα βραδυνό xyxy=(84,1600,166,1614)
local-text: ΓΙΑ τα τοπικά πρωταθλήματα Α' και Β' Κατηγορίας θα διεξαχθούν σήμερα, αύριο και την Τετάρτη οι παρακάτω αγώνες: xyxy=(1164,775,1354,830)
erasi-article xyxy=(1164,616,1555,731)
